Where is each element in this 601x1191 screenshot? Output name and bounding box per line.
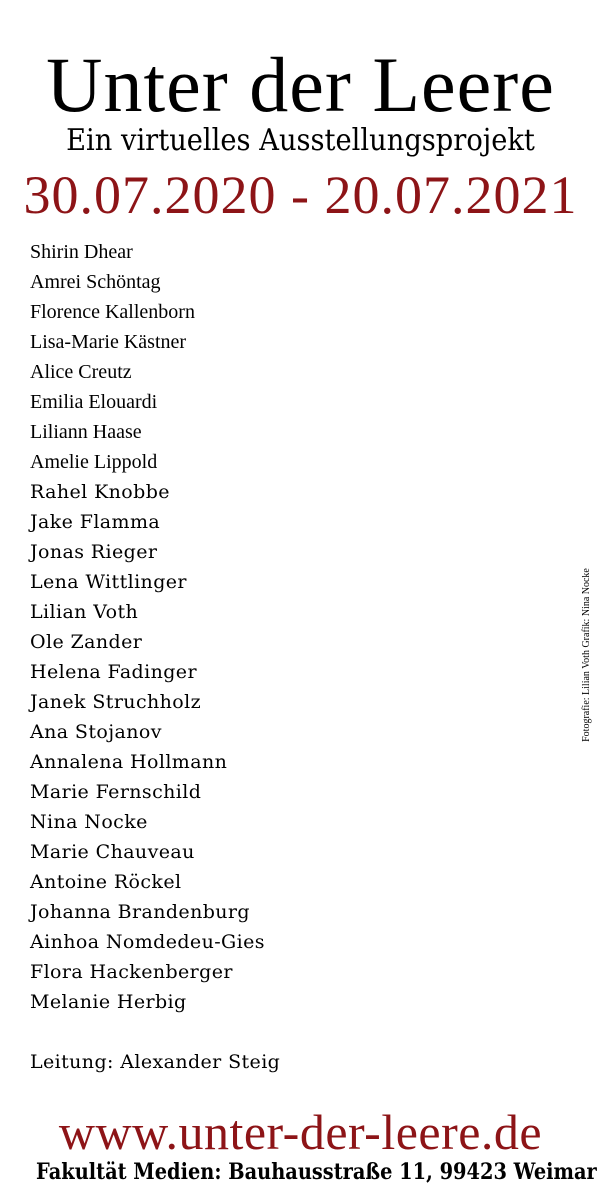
faculty-address: Fakultät Medien: Bauhausstraße 11, 99423 Weimar xyxy=(36,1159,597,1185)
participant-name: Jake Flamma xyxy=(30,511,161,533)
photo-graphic-credit: Fotografie: Lilian Voth Grafik: Nina Nocke xyxy=(581,568,592,742)
participant-name: Johanna Brandenburg xyxy=(30,901,250,923)
participant-name: Lena Wittlinger xyxy=(30,571,187,593)
participant-name: Lilian Voth xyxy=(30,601,139,623)
participant-name: Ana Stojanov xyxy=(30,721,162,743)
participant-name: Ole Zander xyxy=(30,631,143,653)
participant-name: Shirin Dhear xyxy=(30,241,133,263)
participant-name: Marie Chauveau xyxy=(30,841,195,863)
participant-name: Helena Fadinger xyxy=(30,661,197,683)
participant-name: Emilia Elouardi xyxy=(30,391,158,413)
participant-name: Liliann Haase xyxy=(30,421,142,443)
participant-name: Jonas Rieger xyxy=(30,541,158,563)
participant-name: Annalena Hollmann xyxy=(30,751,228,773)
participant-name: Alice Creutz xyxy=(30,361,132,383)
poster-title: Unter der Leere xyxy=(46,41,555,128)
participant-name: Nina Nocke xyxy=(30,811,148,833)
exhibition-dates: 30.07.2020 - 20.07.2021 xyxy=(23,165,578,225)
participant-name: Ainhoa Nomdedeu-Gies xyxy=(30,931,265,953)
participant-name: Flora Hackenberger xyxy=(30,961,233,983)
participant-name: Lisa-Marie Kästner xyxy=(30,331,187,353)
participant-name: Marie Fernschild xyxy=(30,781,202,803)
participant-list xyxy=(30,237,265,1017)
participant-name: Amelie Lippold xyxy=(30,451,158,473)
participant-name: Janek Struchholz xyxy=(30,691,201,713)
participant-name: Amrei Schöntag xyxy=(30,271,161,293)
project-lead: Leitung: Alexander Steig xyxy=(30,1051,281,1073)
poster-subtitle: Ein virtuelles Ausstellungsprojekt xyxy=(66,123,535,158)
participant-name: Antoine Röckel xyxy=(30,871,182,893)
website-link[interactable]: www.unter-der-leere.de xyxy=(58,1104,543,1160)
participant-name: Melanie Herbig xyxy=(30,991,187,1013)
participant-name: Rahel Knobbe xyxy=(30,481,170,503)
participant-name: Florence Kallenborn xyxy=(30,301,195,323)
